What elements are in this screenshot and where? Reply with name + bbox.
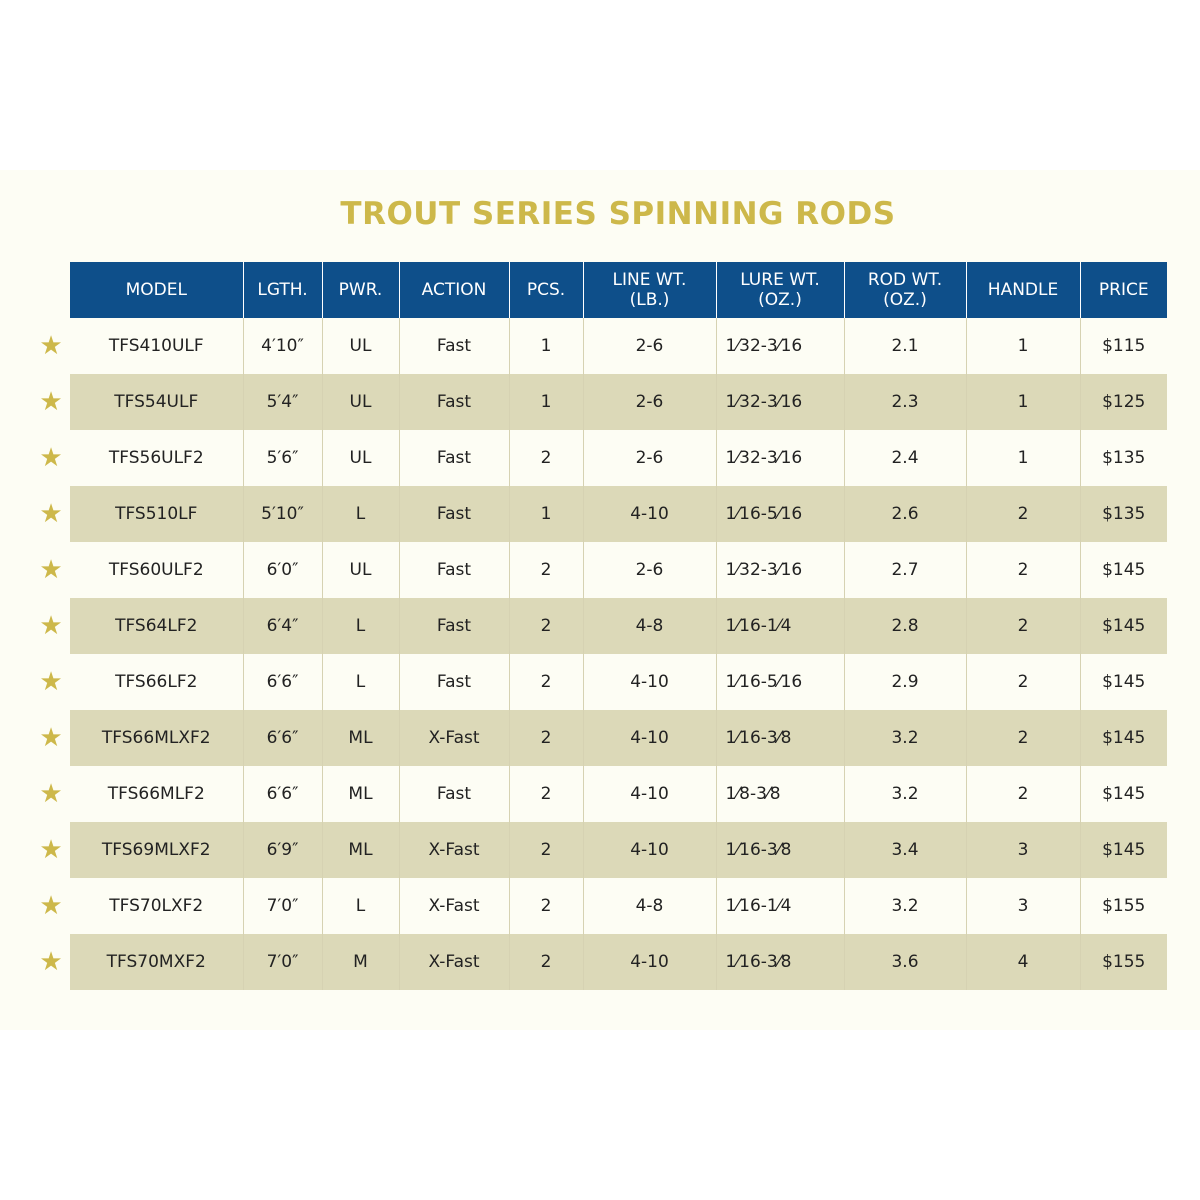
handle-cell: 2 xyxy=(966,598,1080,654)
line-weight-cell: 4-8 xyxy=(583,878,716,934)
action-cell: Fast xyxy=(399,318,509,374)
lure-weight-cell: 1⁄16-3⁄8 xyxy=(716,710,844,766)
handle-cell: 2 xyxy=(966,542,1080,598)
length-cell: 6′6″ xyxy=(243,766,322,822)
header-power xyxy=(322,262,399,318)
lure-weight-cell: 1⁄16-3⁄8 xyxy=(716,822,844,878)
pieces-cell: 1 xyxy=(509,318,583,374)
star-icon: ★ xyxy=(39,723,63,753)
rod-weight-cell: 2.9 xyxy=(844,654,966,710)
header-label: ACTION xyxy=(421,280,487,300)
star-icon: ★ xyxy=(39,331,63,361)
power-cell: M xyxy=(322,934,399,990)
rod-weight-cell: 2.8 xyxy=(844,598,966,654)
header-label: HANDLE xyxy=(987,280,1059,300)
star-column xyxy=(36,318,66,990)
line-weight-cell: 2-6 xyxy=(583,542,716,598)
handle-cell: 2 xyxy=(966,486,1080,542)
lure-weight-cell: 1⁄32-3⁄16 xyxy=(716,430,844,486)
star-icon: ★ xyxy=(39,555,63,585)
header-action xyxy=(399,262,509,318)
header-label: ROD WT. xyxy=(867,270,943,290)
star-icon: ★ xyxy=(39,387,63,417)
header-label: (OZ.) xyxy=(758,290,802,310)
action-cell: X-Fast xyxy=(399,934,509,990)
action-cell: Fast xyxy=(399,542,509,598)
length-cell: 7′0″ xyxy=(243,934,322,990)
handle-cell: 1 xyxy=(966,318,1080,374)
lure-weight-cell: 1⁄16-5⁄16 xyxy=(716,654,844,710)
line-weight-cell: 2-6 xyxy=(583,374,716,430)
price-cell: $135 xyxy=(1080,486,1167,542)
header-label: (OZ.) xyxy=(883,290,927,310)
handle-cell: 2 xyxy=(966,710,1080,766)
star-icon: ★ xyxy=(39,779,63,809)
pieces-cell: 2 xyxy=(509,710,583,766)
handle-cell: 2 xyxy=(966,766,1080,822)
spec-table xyxy=(70,262,1167,990)
pieces-cell: 2 xyxy=(509,822,583,878)
header-line-weight xyxy=(583,262,716,318)
action-cell: Fast xyxy=(399,766,509,822)
model-cell: TFS410ULF xyxy=(70,318,243,374)
action-cell: X-Fast xyxy=(399,710,509,766)
price-cell: $155 xyxy=(1080,878,1167,934)
rod-weight-cell: 2.6 xyxy=(844,486,966,542)
table-header-row xyxy=(70,262,1167,318)
table-row xyxy=(70,318,1167,374)
action-cell: X-Fast xyxy=(399,822,509,878)
model-cell: TFS54ULF xyxy=(70,374,243,430)
header-handle xyxy=(966,262,1080,318)
power-cell: UL xyxy=(322,542,399,598)
length-cell: 6′6″ xyxy=(243,654,322,710)
length-cell: 6′0″ xyxy=(243,542,322,598)
rod-weight-cell: 2.3 xyxy=(844,374,966,430)
action-cell: X-Fast xyxy=(399,878,509,934)
handle-cell: 1 xyxy=(966,374,1080,430)
lure-weight-cell: 1⁄16-1⁄4 xyxy=(716,598,844,654)
action-cell: Fast xyxy=(399,654,509,710)
table-row xyxy=(70,542,1167,598)
action-cell: Fast xyxy=(399,374,509,430)
rod-weight-cell: 2.7 xyxy=(844,542,966,598)
length-cell: 4′10″ xyxy=(243,318,322,374)
header-label: PRICE xyxy=(1098,280,1149,300)
price-cell: $145 xyxy=(1080,710,1167,766)
price-cell: $115 xyxy=(1080,318,1167,374)
table-row xyxy=(70,486,1167,542)
line-weight-cell: 2-6 xyxy=(583,430,716,486)
model-cell: TFS70MXF2 xyxy=(70,934,243,990)
table-row xyxy=(70,654,1167,710)
header-price xyxy=(1080,262,1167,318)
rod-weight-cell: 3.2 xyxy=(844,878,966,934)
rod-weight-cell: 3.6 xyxy=(844,934,966,990)
power-cell: L xyxy=(322,598,399,654)
line-weight-cell: 2-6 xyxy=(583,318,716,374)
rod-weight-cell: 3.2 xyxy=(844,710,966,766)
action-cell: Fast xyxy=(399,486,509,542)
star-icon: ★ xyxy=(39,499,63,529)
table-row xyxy=(70,878,1167,934)
lure-weight-cell: 1⁄16-5⁄16 xyxy=(716,486,844,542)
table-row xyxy=(70,822,1167,878)
line-weight-cell: 4-10 xyxy=(583,766,716,822)
pieces-cell: 1 xyxy=(509,486,583,542)
price-cell: $145 xyxy=(1080,598,1167,654)
handle-cell: 4 xyxy=(966,934,1080,990)
star-icon: ★ xyxy=(39,443,63,473)
rod-weight-cell: 3.2 xyxy=(844,766,966,822)
star-icon: ★ xyxy=(39,835,63,865)
length-cell: 5′10″ xyxy=(243,486,322,542)
header-length xyxy=(243,262,322,318)
price-cell: $135 xyxy=(1080,430,1167,486)
length-cell: 7′0″ xyxy=(243,878,322,934)
lure-weight-cell: 1⁄32-3⁄16 xyxy=(716,318,844,374)
model-cell: TFS69MLXF2 xyxy=(70,822,243,878)
star-icon: ★ xyxy=(39,611,63,641)
table-row xyxy=(70,430,1167,486)
price-cell: $145 xyxy=(1080,822,1167,878)
rod-weight-cell: 2.4 xyxy=(844,430,966,486)
price-cell: $145 xyxy=(1080,766,1167,822)
length-cell: 6′6″ xyxy=(243,710,322,766)
power-cell: ML xyxy=(322,822,399,878)
power-cell: UL xyxy=(322,318,399,374)
table-row xyxy=(70,766,1167,822)
header-model xyxy=(70,262,243,318)
pieces-cell: 2 xyxy=(509,654,583,710)
line-weight-cell: 4-10 xyxy=(583,934,716,990)
lure-weight-cell: 1⁄8-3⁄8 xyxy=(716,766,844,822)
header-label: (LB.) xyxy=(629,290,670,310)
table-body xyxy=(70,318,1167,990)
header-lure-weight xyxy=(716,262,844,318)
power-cell: L xyxy=(322,486,399,542)
model-cell: TFS70LXF2 xyxy=(70,878,243,934)
header-label: LGTH. xyxy=(257,280,308,300)
rod-weight-cell: 3.4 xyxy=(844,822,966,878)
header-label: PWR. xyxy=(338,280,383,300)
line-weight-cell: 4-10 xyxy=(583,710,716,766)
lure-weight-cell: 1⁄16-3⁄8 xyxy=(716,934,844,990)
spec-panel xyxy=(0,170,1200,1030)
price-cell: $145 xyxy=(1080,542,1167,598)
model-cell: TFS510LF xyxy=(70,486,243,542)
power-cell: UL xyxy=(322,374,399,430)
pieces-cell: 2 xyxy=(509,542,583,598)
header-label: LURE WT. xyxy=(740,270,820,290)
model-cell: TFS66LF2 xyxy=(70,654,243,710)
handle-cell: 3 xyxy=(966,878,1080,934)
header-label: PCS. xyxy=(526,280,566,300)
line-weight-cell: 4-10 xyxy=(583,822,716,878)
page-title: TROUT SERIES SPINNING RODS xyxy=(340,196,896,232)
length-cell: 5′6″ xyxy=(243,430,322,486)
action-cell: Fast xyxy=(399,430,509,486)
handle-cell: 3 xyxy=(966,822,1080,878)
power-cell: ML xyxy=(322,766,399,822)
power-cell: L xyxy=(322,878,399,934)
pieces-cell: 2 xyxy=(509,878,583,934)
power-cell: UL xyxy=(322,430,399,486)
table-row xyxy=(70,374,1167,430)
star-icon: ★ xyxy=(39,891,63,921)
lure-weight-cell: 1⁄16-1⁄4 xyxy=(716,878,844,934)
rod-weight-cell: 2.1 xyxy=(844,318,966,374)
header-label: LINE WT. xyxy=(612,270,687,290)
power-cell: ML xyxy=(322,710,399,766)
handle-cell: 2 xyxy=(966,654,1080,710)
pieces-cell: 1 xyxy=(509,374,583,430)
pieces-cell: 2 xyxy=(509,766,583,822)
line-weight-cell: 4-8 xyxy=(583,598,716,654)
handle-cell: 1 xyxy=(966,430,1080,486)
lure-weight-cell: 1⁄32-3⁄16 xyxy=(716,542,844,598)
model-cell: TFS66MLXF2 xyxy=(70,710,243,766)
star-icon: ★ xyxy=(39,667,63,697)
model-cell: TFS56ULF2 xyxy=(70,430,243,486)
lure-weight-cell: 1⁄32-3⁄16 xyxy=(716,374,844,430)
power-cell: L xyxy=(322,654,399,710)
action-cell: Fast xyxy=(399,598,509,654)
length-cell: 5′4″ xyxy=(243,374,322,430)
line-weight-cell: 4-10 xyxy=(583,654,716,710)
pieces-cell: 2 xyxy=(509,430,583,486)
table-row xyxy=(70,710,1167,766)
header-label: MODEL xyxy=(125,280,187,300)
header-rod-weight xyxy=(844,262,966,318)
length-cell: 6′9″ xyxy=(243,822,322,878)
line-weight-cell: 4-10 xyxy=(583,486,716,542)
table-row xyxy=(70,598,1167,654)
header-pieces xyxy=(509,262,583,318)
length-cell: 6′4″ xyxy=(243,598,322,654)
price-cell: $145 xyxy=(1080,654,1167,710)
model-cell: TFS60ULF2 xyxy=(70,542,243,598)
pieces-cell: 2 xyxy=(509,934,583,990)
model-cell: TFS66MLF2 xyxy=(70,766,243,822)
model-cell: TFS64LF2 xyxy=(70,598,243,654)
table-row xyxy=(70,934,1167,990)
price-cell: $125 xyxy=(1080,374,1167,430)
star-icon: ★ xyxy=(39,947,63,977)
price-cell: $155 xyxy=(1080,934,1167,990)
pieces-cell: 2 xyxy=(509,598,583,654)
